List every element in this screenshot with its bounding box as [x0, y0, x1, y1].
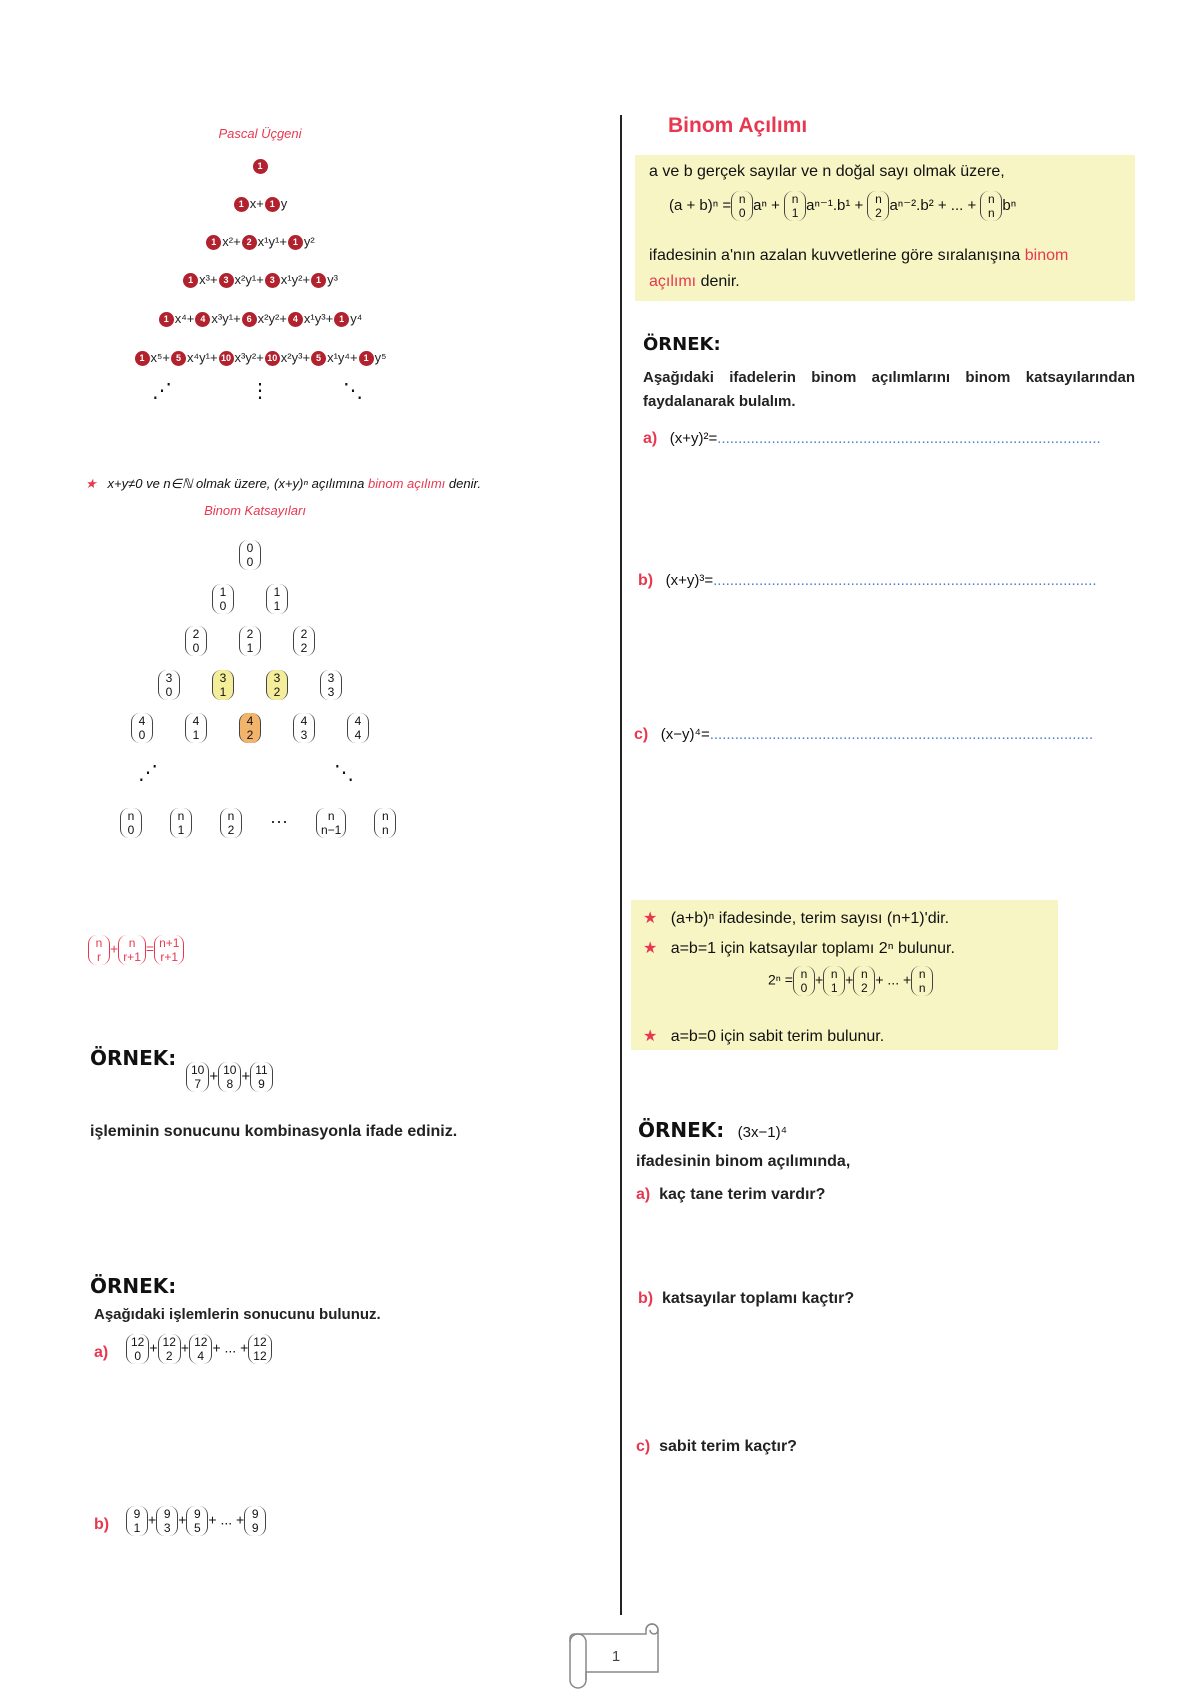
facts-box: [631, 900, 1058, 1050]
binomial-coefficient: [120, 808, 142, 838]
binomial-coefficient: [185, 626, 207, 656]
binomial-bottom: 1: [219, 685, 227, 699]
plus-sign: +: [302, 350, 311, 365]
binomial-coefficient: [250, 1062, 272, 1092]
term: x²y²: [257, 311, 280, 326]
binomial-coefficient: [220, 808, 242, 838]
binomial-bottom: 1: [830, 981, 838, 995]
example-4-b: [638, 1290, 854, 1308]
coefficient-circle: 1: [253, 159, 268, 174]
plus-sign: +: [162, 350, 171, 365]
example-4-c-text: sabit terim kaçtır?: [659, 1438, 797, 1455]
definition-term-2: açılımı: [649, 273, 697, 290]
plus-sign: +: [149, 1339, 158, 1356]
term: x⁵: [150, 350, 163, 365]
example-4-b-label: b): [638, 1290, 654, 1307]
binomial-top: 9: [163, 1507, 171, 1521]
binomial-top: n: [875, 192, 882, 206]
coefficient-circle: 1: [159, 312, 174, 327]
binomial-coefficient: [793, 966, 815, 996]
binomial-top: n: [830, 967, 838, 981]
section-title: Binom Açılımı: [668, 114, 808, 137]
example-3-c-label: c): [634, 726, 649, 743]
plus-sign: +: [180, 1339, 190, 1356]
plus-sign: +: [850, 196, 868, 214]
binomial-bottom: 2: [875, 206, 882, 220]
binomial-bottom: n: [918, 981, 926, 995]
binomial-coefficient: [212, 670, 234, 700]
term: x¹y³: [303, 311, 326, 326]
binomial-coefficient: [911, 966, 933, 996]
coefficient-circle: 2: [242, 235, 257, 250]
binomial-bottom: 4: [197, 1349, 205, 1363]
pascal-title: Pascal Üçgeni: [218, 126, 302, 141]
example-4-b-text: katsayılar toplamı kaçtır?: [662, 1290, 855, 1307]
binomial-coefficient: [186, 1062, 209, 1092]
plus-sign: +: [209, 1067, 219, 1085]
definition-end: denir.: [696, 273, 740, 290]
binomial-top: 1: [219, 585, 227, 599]
coefficient-circle: 3: [219, 273, 234, 288]
binomial-bottom: 2: [861, 981, 868, 995]
term: y: [280, 196, 288, 211]
term: x: [249, 196, 257, 211]
example-3-b: [638, 572, 1097, 590]
formula-term: bⁿ: [1002, 196, 1017, 214]
binomial-top: 4: [192, 714, 200, 728]
binomial-top: n: [800, 967, 808, 981]
plus-sign: +: [279, 311, 287, 326]
plus-sign: + ... +: [208, 1511, 245, 1528]
binomial-top: 9: [251, 1507, 259, 1521]
fact-3: [643, 1026, 884, 1046]
binomial-coefficient: [293, 713, 315, 743]
note-end: denir.: [445, 476, 481, 491]
binomial-bottom: 12: [253, 1349, 267, 1363]
binomial-top: 3: [273, 671, 281, 685]
binomial-coefficient: [170, 808, 192, 838]
plus-sign: +: [256, 350, 264, 365]
binomial-coefficient: [239, 540, 261, 570]
binomial-bottom: 1: [177, 823, 185, 837]
binomial-coefficient: [158, 1334, 181, 1364]
coefficient-circle: 1: [206, 235, 221, 250]
binomial-top: 10: [223, 1063, 237, 1077]
formula-term: aⁿ: [753, 196, 767, 214]
binomial-coefficient: [244, 1506, 266, 1536]
coefficient-circle: 1: [135, 351, 150, 366]
plus-sign: +: [279, 234, 287, 249]
binomial-bottom: n: [382, 823, 389, 837]
binomial-coefficient: [186, 1506, 208, 1536]
binom-coefficients-title: Binom Katsayıları: [204, 503, 306, 518]
plus-sign: +: [233, 234, 241, 249]
binomial-bottom: 3: [327, 685, 335, 699]
example-1-expression: [186, 1062, 273, 1092]
definition-line-3: [649, 273, 740, 291]
binomial-coefficient: [316, 808, 346, 838]
binomial-coefficient: [731, 191, 753, 221]
binomial-top: 1: [273, 585, 281, 599]
binomial-bottom: 4: [354, 728, 362, 742]
definition-term-1: binom: [1024, 247, 1069, 264]
term: x⁴: [174, 311, 187, 326]
example-4-a: [636, 1186, 825, 1204]
formula-term: aⁿ⁻¹.b¹: [806, 196, 851, 214]
binomial-top: n: [127, 809, 135, 823]
binomial-bottom: 0: [800, 981, 808, 995]
term: x¹y⁴: [327, 350, 350, 365]
term: x²y¹: [234, 272, 257, 287]
binomial-bottom: 0: [134, 1349, 142, 1363]
binomial-coefficient: [320, 670, 342, 700]
example-4-a-text: kaç tane terim vardır?: [659, 1186, 826, 1203]
coefficient-circle: 1: [288, 235, 303, 250]
binomial-bottom: n−1: [320, 823, 342, 837]
binomial-top: 2: [192, 627, 200, 641]
binomial-coefficient: [212, 584, 234, 614]
binomial-top: 2: [300, 627, 308, 641]
term: x²: [222, 234, 234, 249]
term: x¹y¹: [257, 234, 280, 249]
binomial-coefficient: [156, 1506, 178, 1536]
star-icon: ★: [643, 1028, 658, 1045]
binom-row: [106, 808, 410, 838]
example-1-title: ÖRNEK:: [90, 1046, 177, 1070]
binomial-bottom: 2: [300, 641, 308, 655]
definition-text: ifadesinin a'nın azalan kuvvetlerine göre sıralanışına: [649, 247, 1025, 264]
binomial-bottom: 8: [226, 1077, 234, 1091]
binomial-top: 4: [354, 714, 362, 728]
coefficient-circle: 1: [359, 351, 374, 366]
pascal-rule: n r + n r+1 = n+1 r+1: [88, 935, 184, 965]
plus-sign: +: [845, 971, 854, 988]
definition-box: [635, 155, 1135, 301]
example-2-question: Aşağıdaki işlemlerin sonucunu bulunuz.: [94, 1306, 381, 1323]
column-divider: [620, 115, 622, 1615]
coefficient-circle: 5: [311, 351, 326, 366]
example-4-header: [638, 1118, 787, 1142]
formula-lhs: 2ⁿ =: [768, 971, 793, 988]
pascal-row: [0, 350, 520, 366]
binomial-top: 12: [194, 1335, 208, 1349]
example-4-a-label: a): [636, 1186, 651, 1203]
coefficient-circle: 1: [265, 197, 280, 212]
coefficient-circle: 4: [288, 312, 303, 327]
term: x¹y²: [280, 272, 303, 287]
coefficient-circle: 1: [183, 273, 198, 288]
fact-2: [643, 938, 955, 958]
binomial-top: 12: [131, 1335, 145, 1349]
example-2-a-label: a): [94, 1344, 109, 1361]
example-4-intro: ifadesinin binom açılımında,: [636, 1153, 851, 1170]
binomial-bottom: 0: [246, 555, 254, 569]
page-number: 1: [611, 1648, 621, 1665]
binom-row: [0, 584, 500, 614]
example-3-c-expr: (x−y)⁴=: [660, 726, 710, 743]
example-2-b-label: b): [94, 1516, 110, 1533]
binomial-top: n: [861, 967, 868, 981]
binomial-top: 12: [253, 1335, 267, 1349]
plus-sign: +: [178, 1511, 187, 1528]
coefficient-circle: 6: [242, 312, 257, 327]
plus-sign: +: [349, 350, 358, 365]
binom-dots-right: ⋱: [334, 762, 354, 784]
page-number-scroll: [560, 1612, 672, 1692]
binomial-top: n: [227, 809, 235, 823]
binom-formula: [669, 191, 1016, 221]
term: x²y³: [280, 350, 303, 365]
coefficient-circle: 1: [311, 273, 326, 288]
term: x³y¹: [211, 311, 234, 326]
binom-row: [0, 540, 500, 570]
star-icon: ★: [85, 476, 97, 491]
pascal-row: [0, 311, 520, 327]
binomial-bottom: 0: [738, 206, 746, 220]
fact-1-text: (a+b)ⁿ ifadesinde, terim sayısı (n+1)'dir.: [670, 910, 950, 927]
binomial-bottom: 1: [246, 641, 254, 655]
binomial-coefficient: [867, 191, 889, 221]
binomial-coefficient: [218, 1062, 241, 1092]
plus-sign: +: [814, 971, 824, 988]
binomial-bottom: 9: [251, 1521, 259, 1535]
example-1-question: işleminin sonucunu kombinasyonla ifade ediniz.: [90, 1123, 458, 1140]
binomial-bottom: 2: [165, 1349, 173, 1363]
fact-3-text: a=b=0 için sabit terim bulunur.: [670, 1028, 885, 1045]
binomial-bottom: 3: [300, 728, 308, 742]
plus-sign: +: [209, 272, 218, 287]
binomial-bottom: 0: [127, 823, 135, 837]
binomial-top: 11: [255, 1063, 268, 1077]
pascal-row: [0, 234, 520, 250]
example-2-b-expression: [126, 1506, 266, 1536]
binomial-top: n: [918, 967, 926, 981]
binomial-coefficient: [347, 713, 369, 743]
binomial-coefficient: [126, 1334, 149, 1364]
formula-term: aⁿ⁻².b²: [889, 196, 934, 214]
ellipsis: ···: [270, 811, 288, 832]
pascal-row: [0, 158, 520, 174]
plus-sign: +: [209, 350, 218, 365]
binomial-bottom: 2: [246, 728, 254, 742]
fact-2-text: a=b=1 için katsayılar toplamı 2ⁿ bulunur.: [670, 940, 955, 957]
binomial-bottom: 0: [165, 685, 173, 699]
binomial-coefficient: [293, 626, 315, 656]
pascal-dots-right: ⋱: [343, 380, 363, 402]
coefficient-circle: 5: [171, 351, 186, 366]
binomial-bottom: 2: [273, 685, 281, 699]
example-2-a-expression: [126, 1334, 272, 1364]
binomial-coefficient: [266, 670, 288, 700]
example-4-c-label: c): [636, 1438, 651, 1455]
binomial-coefficient: [374, 808, 396, 838]
binomial-top: 4: [246, 714, 254, 728]
example-3-b-expr: (x+y)³=: [665, 572, 714, 589]
binomial-coefficient: [823, 966, 845, 996]
binomial-top: 9: [133, 1507, 141, 1521]
binom-row: [0, 626, 500, 656]
binomial-coefficient: [239, 713, 261, 743]
plus-sign: +: [325, 311, 334, 326]
binomial-bottom: 9: [258, 1077, 265, 1091]
binomial-top: 3: [219, 671, 227, 685]
term: x³: [199, 272, 210, 287]
example-2-title: ÖRNEK:: [90, 1274, 177, 1298]
binomial-coefficient: [980, 191, 1002, 221]
binomial-top: n: [382, 809, 389, 823]
coefficient-circle: 10: [265, 351, 280, 366]
plus-sign: + ... +: [212, 1339, 249, 1356]
binomial-bottom: 1: [192, 728, 200, 742]
binom-row: [0, 713, 500, 743]
binomial-bottom: 1: [791, 206, 799, 220]
binomial-bottom: 7: [194, 1077, 202, 1091]
binomial-coefficient: [853, 966, 875, 996]
example-3-question: Aşağıdaki ifadelerin binom açılımlarını binom katsayılarından faydalanarak bulalım.: [643, 369, 1135, 410]
fact-1: [643, 908, 949, 928]
binomial-coefficient: [185, 713, 207, 743]
plus-sign: +: [241, 1067, 251, 1085]
binomial-top: n: [177, 809, 185, 823]
binomial-coefficient: [158, 670, 180, 700]
binom-dots-left: ⋰: [138, 762, 158, 784]
binomial-top: 3: [327, 671, 335, 685]
definition-line-1: a ve b gerçek sayılar ve n doğal sayı olmak üzere,: [649, 163, 1005, 180]
binomial-bottom: n: [988, 206, 995, 220]
binomial-bottom: 0: [192, 641, 200, 655]
example-3-a-expr: (x+y)²=: [669, 430, 718, 447]
plus-sign: +: [256, 196, 264, 211]
plus-sign: + ... +: [875, 971, 912, 988]
plus-sign: +: [256, 272, 264, 287]
binomial-top: 4: [300, 714, 308, 728]
binomial-top: 3: [165, 671, 173, 685]
example-3-c: [634, 726, 1093, 744]
plus-sign: +: [233, 311, 241, 326]
binomial-top: n: [988, 192, 995, 206]
answer-line[interactable]: ............................................................................................: [713, 572, 1097, 589]
binomial-top: 4: [138, 714, 146, 728]
binomial-top: n: [791, 192, 799, 206]
binomial-bottom: 2: [227, 823, 235, 837]
binomial-coefficient: [239, 626, 261, 656]
binomial-top: n: [738, 192, 746, 206]
term: y⁴: [350, 311, 363, 326]
binomial-bottom: 0: [138, 728, 146, 742]
binomial-coefficient: [784, 191, 806, 221]
example-3-b-label: b): [638, 572, 654, 589]
plus-sign: +: [302, 272, 311, 287]
term: x⁴y¹: [187, 350, 210, 365]
star-icon: ★: [643, 940, 658, 957]
note-term: binom açılımı: [367, 476, 446, 491]
term: y⁵: [374, 350, 387, 365]
coefficient-circle: 4: [195, 312, 210, 327]
binom-definition-note: [85, 476, 481, 492]
answer-line[interactable]: ............................................................................................: [709, 726, 1094, 743]
plus-sign: +: [186, 311, 195, 326]
binomial-top: 12: [162, 1335, 176, 1349]
note-text: x+y≠0 ve n∈ℕ olmak üzere, (x+y)ⁿ açılımına: [107, 476, 368, 491]
pascal-row: [0, 272, 520, 288]
binomial-coefficient: [189, 1334, 212, 1364]
star-icon: ★: [643, 910, 658, 927]
definition-line-2: [649, 247, 1068, 265]
binomial-coefficient: [248, 1334, 271, 1364]
pascal-row: [0, 196, 520, 212]
binomial-top: 9: [194, 1507, 201, 1521]
plus-sign: +: [148, 1511, 157, 1528]
example-4-c: [636, 1438, 797, 1456]
binomial-top: 2: [246, 627, 254, 641]
binomial-top: 10: [191, 1063, 205, 1077]
binomial-bottom: 3: [163, 1521, 171, 1535]
binomial-coefficient: [266, 584, 288, 614]
plus-sign: +: [767, 196, 785, 214]
example-3-a-label: a): [643, 430, 658, 447]
example-3-a: [643, 430, 1101, 448]
fact-2-formula: [768, 966, 933, 996]
binomial-bottom: 5: [194, 1521, 201, 1535]
example-3-title: ÖRNEK:: [643, 334, 721, 355]
pascal-dots-middle: ⋮: [250, 380, 270, 402]
term: x³y²: [234, 350, 257, 365]
binomial-bottom: 1: [273, 599, 281, 613]
binomial-top: 0: [246, 541, 254, 555]
term: y²: [303, 234, 315, 249]
binomial-coefficient: [131, 713, 153, 743]
plus-sign: + ... +: [933, 196, 981, 214]
coefficient-circle: 1: [234, 197, 249, 212]
binomial-coefficient: [126, 1506, 148, 1536]
example-4-expression: (3x−1)⁴: [737, 1124, 788, 1141]
binomial-top: n: [327, 809, 335, 823]
coefficient-circle: 1: [334, 312, 349, 327]
coefficient-circle: 3: [265, 273, 280, 288]
coefficient-circle: 10: [219, 351, 234, 366]
pascal-dots-left: ⋰: [152, 380, 173, 402]
answer-line[interactable]: ............................................................................................: [717, 430, 1101, 447]
binomial-bottom: 1: [133, 1521, 141, 1535]
formula-lhs: (a + b)ⁿ =: [669, 196, 732, 214]
binomial-bottom: 0: [219, 599, 227, 613]
term: y³: [327, 272, 338, 287]
example-4-title: ÖRNEK:: [638, 1118, 725, 1142]
binom-row: [0, 670, 500, 700]
